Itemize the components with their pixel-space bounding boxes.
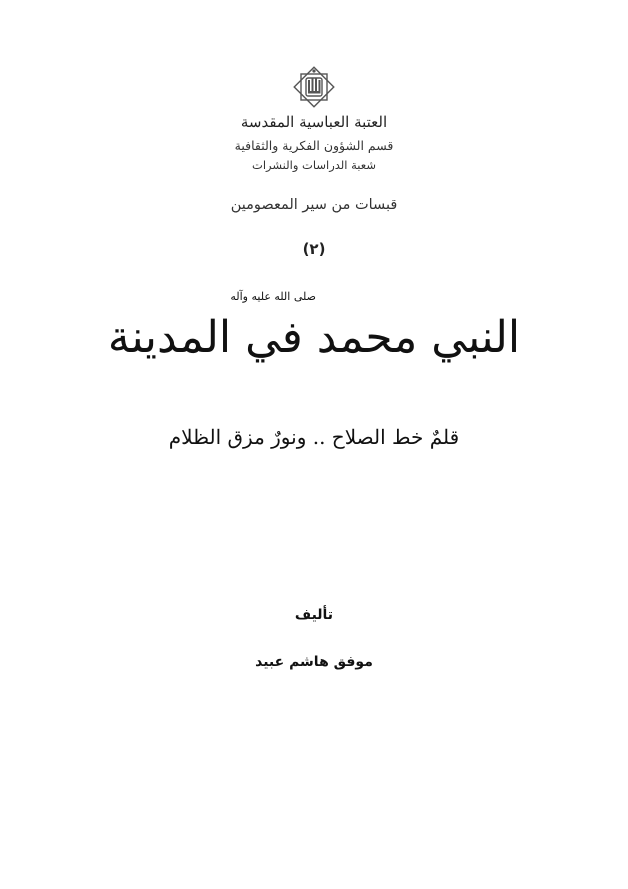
series-title: قبسات من سير المعصومين <box>230 197 398 213</box>
publisher-department: قسم الشؤون الفكرية والثقافية <box>234 138 394 153</box>
series-number: (٢) <box>302 240 326 258</box>
shrine-emblem-icon <box>293 66 335 108</box>
author-name: موفق هاشم عبيد <box>255 654 373 670</box>
publisher-division: شعبة الدراسات والنشرات <box>252 158 376 172</box>
publisher-name: العتبة العباسية المقدسة <box>240 113 388 131</box>
book-title: النبي محمد في المدينة <box>107 312 521 363</box>
author-label: تأليف <box>294 607 334 623</box>
book-subtitle: قلمٌ خط الصلاح .. ونورٌ مزق الظلام <box>168 425 460 449</box>
honorific-phrase: صلى الله عليه وآله <box>230 290 316 303</box>
